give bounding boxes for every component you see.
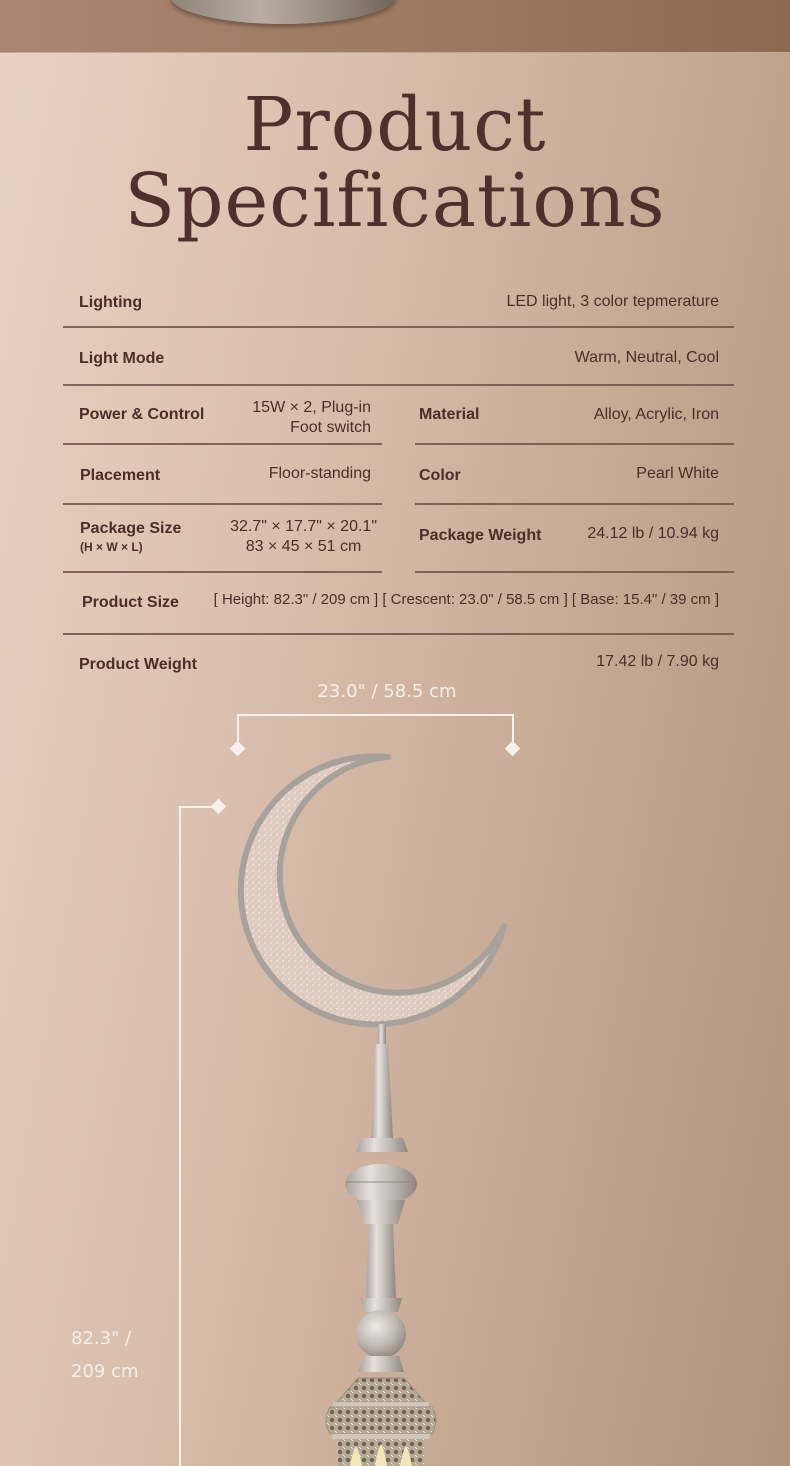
spec-value xyxy=(230,517,377,557)
divider xyxy=(63,633,734,635)
spec-value-line: 32.7" × 17.7" × 20.1" xyxy=(230,518,377,535)
lamp-base-image xyxy=(170,0,396,24)
spec-label: Color xyxy=(419,467,461,484)
title-line-1: Product xyxy=(243,82,547,168)
divider xyxy=(63,384,734,386)
spec-label-main: Package Size xyxy=(80,520,182,537)
bracket-line xyxy=(179,806,181,1466)
height-label-line: 209 cm xyxy=(71,1361,139,1382)
diamond-marker-icon xyxy=(211,799,227,815)
spec-label: Light Mode xyxy=(79,350,165,367)
divider xyxy=(415,503,734,505)
spec-value: Floor-standing xyxy=(268,465,371,482)
spec-label xyxy=(80,520,181,554)
spec-label: Lighting xyxy=(79,294,143,311)
spec-value: 24.12 lb / 10.94 kg xyxy=(587,525,719,542)
diamond-marker-icon xyxy=(230,741,246,757)
spec-label: Package Weight xyxy=(419,527,542,544)
spec-value xyxy=(252,398,371,438)
spec-value-line: 15W × 2, Plug-in xyxy=(252,399,371,416)
spec-label: Product Size xyxy=(82,594,179,611)
divider xyxy=(415,571,734,573)
spec-value: Pearl White xyxy=(636,465,719,482)
top-product-photo-strip xyxy=(0,0,790,53)
divider xyxy=(63,503,382,505)
title-line-2: Specifications xyxy=(124,158,666,244)
spec-value-line: 83 × 45 × 51 cm xyxy=(245,538,362,555)
crescent-width-label: 23.0" / 58.5 cm xyxy=(317,681,457,702)
divider xyxy=(63,443,382,445)
spec-label: Product Weight xyxy=(79,656,197,673)
spec-value: 17.42 lb / 7.90 kg xyxy=(596,653,719,670)
spec-label: Material xyxy=(419,406,480,423)
spec-label: Placement xyxy=(80,467,161,484)
spec-label: Power & Control xyxy=(79,406,205,423)
height-label-line: 82.3" / xyxy=(71,1328,132,1349)
height-label xyxy=(71,1322,139,1388)
bracket-line xyxy=(237,714,514,716)
spec-sublabel: (H × W × L) xyxy=(80,540,143,554)
spec-value-line: Foot switch xyxy=(290,419,371,436)
page-title xyxy=(0,82,790,244)
spec-value: LED light, 3 color tepmerature xyxy=(506,293,719,310)
spec-value: Alloy, Acrylic, Iron xyxy=(593,406,719,423)
spec-value: Warm, Neutral, Cool xyxy=(574,349,719,366)
divider xyxy=(415,443,734,445)
spec-value: [ Height: 82.3" / 209 cm ] [ Crescent: 23.0" / 58.5 cm ] [ Base: 15.4" / 39 cm ] xyxy=(213,591,719,608)
diamond-marker-icon xyxy=(505,741,521,757)
divider xyxy=(63,571,382,573)
divider xyxy=(63,326,734,328)
